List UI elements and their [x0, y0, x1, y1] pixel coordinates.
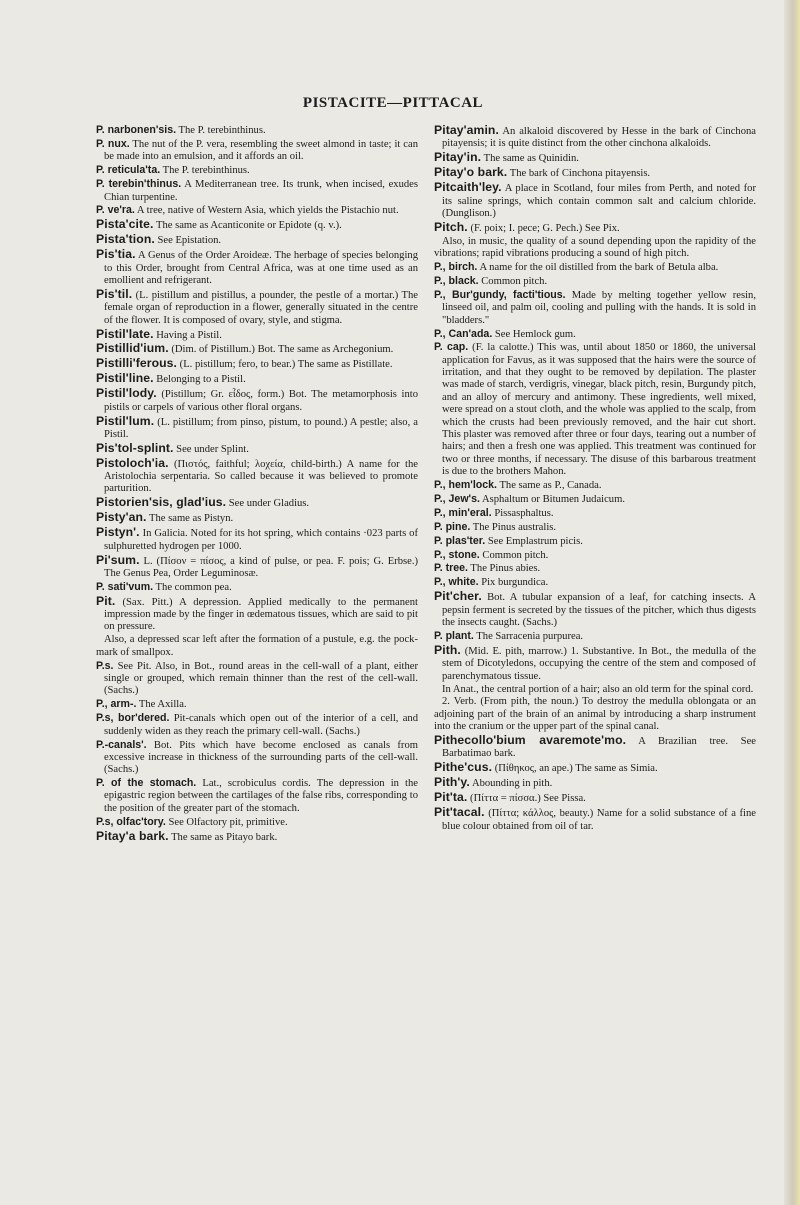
entry-definition: (Pistillum; Gr. εἶδος, form.) Bot. The metamorphosis into pistils or carpels of various other floral organs. [104, 389, 418, 413]
dictionary-entry [434, 221, 756, 235]
dictionary-entry [434, 630, 756, 643]
entry-definition: The Pinus australis. [470, 521, 557, 533]
dictionary-entry [96, 442, 418, 456]
entry-definition: The P. terebinthinus. [176, 125, 266, 136]
dictionary-entry [434, 328, 756, 341]
entry-headword: P. narbonen'sis. [96, 124, 177, 136]
entry-headword: Pitay'o bark. [434, 165, 508, 180]
entry-headword: Pistil'lody. [96, 386, 157, 401]
entry-headword: P., stone. [434, 548, 480, 561]
dictionary-entry [434, 493, 756, 506]
entry-definition: (L. pistillum; from pinso, pistum, to pound.) A pestle; also, a Pistil. [104, 416, 418, 440]
entry-definition: See Olfactory pit, primitive. [165, 816, 288, 828]
entry-headword: Pitay'a bark. [96, 828, 169, 843]
entry-headword: P. plant. [434, 629, 474, 642]
dictionary-entry [96, 739, 418, 777]
entry-definition: Having a Pistil. [153, 329, 222, 341]
entry-headword: P., white. [434, 576, 479, 589]
dictionary-entry [96, 415, 418, 442]
entry-definition: A Genus of the Order Aroideæ. The herbage of species belonging to this Order, brought from Central Africa, was at one time used as an emollient and refrigerant. [104, 250, 418, 286]
entry-headword: P. pine. [434, 520, 471, 533]
dictionary-entry [96, 357, 418, 371]
entry-definition: A name for the oil distilled from the bark of Betula alba. [477, 262, 719, 273]
dictionary-entry [434, 806, 756, 833]
page-edge [784, 0, 800, 1205]
dictionary-entry [96, 660, 418, 698]
dictionary-entry [96, 248, 418, 287]
dictionary-entry [96, 698, 418, 711]
entry-continuation: Also, in music, the quality of a sound depending upon the rapidity of the vibrations; rapid vibrations producing a sound of high pitch. [434, 235, 756, 260]
dictionary-entry [434, 776, 756, 790]
dictionary-entry [434, 507, 756, 520]
entry-definition: The same as Quinidin. [481, 153, 579, 165]
entry-headword: Pista'cite. [96, 217, 154, 232]
entry-headword: P. tree. [434, 562, 468, 575]
entry-definition: (Sax. Pitt.) A depression. Applied medically to the permanent impression made by the finger in œdematous tissues, which are said to pit on pressure. [104, 596, 418, 633]
entry-definition: (L. pistillum; fero, to bear.) The same as Pistillate. [177, 359, 393, 371]
entry-headword: P., min'eral. [434, 506, 492, 519]
dictionary-entry [434, 734, 756, 761]
entry-headword: Pitch. [434, 219, 468, 234]
entry-definition: A place in Scotland, four miles from Perth, and noted for its saline springs, which contain common salt and calcium chloride. (Dunglison.) [442, 183, 756, 219]
dictionary-entry [434, 275, 756, 288]
dictionary-entry [96, 138, 418, 164]
page-title: PISTACITE—PITTACAL [302, 95, 484, 111]
entry-definition: See Emplastrum picis. [485, 535, 583, 547]
dictionary-entry [434, 181, 756, 220]
dictionary-entry [96, 288, 418, 327]
entry-definition: A Mediterranean tree. Its trunk, when incised, exudes Chian turpentine. [104, 179, 418, 203]
entry-headword: Pit'cher. [434, 589, 482, 604]
dictionary-entry [96, 511, 418, 525]
entry-headword: Pistyn'. [96, 525, 140, 540]
dictionary-entry [96, 830, 418, 844]
entry-headword: Pis'til. [96, 286, 133, 301]
entry-headword: Pistil'late. [96, 326, 154, 341]
dictionary-entry [434, 521, 756, 534]
entry-headword: P., birch. [434, 261, 478, 273]
entry-headword: P., arm-. [96, 698, 137, 711]
entry-definition: In Galicia. Noted for its hot spring, which contains ·023 parts of sulphuretted hydrogen per 1000. [104, 528, 418, 552]
entry-headword: P.s. [96, 659, 114, 672]
dictionary-entry [434, 644, 756, 683]
entry-definition: The bark of Cinchona pitayensis. [507, 168, 651, 180]
entry-headword: Pith'y. [434, 775, 470, 790]
dictionary-entry [96, 496, 418, 510]
dictionary-entry [434, 124, 756, 151]
dictionary-entry [434, 289, 756, 327]
entry-headword: Pis'tol-splint. [96, 440, 174, 455]
entry-definition: The same as Acanticonite or Epidote (q. v.). [153, 220, 342, 232]
entry-continuation: 2. Verb. (From pith, the noun.) To destroy the medulla oblongata or an adjoining part of the brain of an animal by introducing a sharp instrument into the cranium or the upper part of the spinal canal. [434, 696, 756, 733]
entry-definition: (Πίττα; κάλλος, beauty.) Name for a solid substance of a fine blue colour obtained from oil of tar. [442, 808, 756, 832]
dictionary-entry [96, 164, 418, 177]
entry-headword: Pisty'an. [96, 510, 147, 525]
dictionary-entry [96, 581, 418, 594]
dictionary-entry [96, 526, 418, 553]
entry-definition: See Pit. Also, in Bot., round areas in the cell-wall of a plant, either single or grouped, which remain thinner than the rest of the cell-wall. (Sachs.) [104, 660, 418, 697]
entry-definition: The nut of the P. vera, resembling the sweet almond in taste; it can be made into an emulsion, and it affords an oil. [104, 138, 418, 163]
entry-headword: P., Jew's. [434, 492, 480, 505]
entry-headword: P. of the stomach. [96, 777, 197, 790]
right-column [434, 124, 756, 1194]
entry-definition: The Pinus abies. [467, 563, 541, 575]
entry-definition: L. (Πίσον = πίσος, a kind of pulse, or pea. F. pois; G. Erbse.) The Genus Pea, Order Leguminosæ. [104, 555, 418, 579]
dictionary-columns [96, 124, 756, 1194]
entry-headword: Pithe'cus. [434, 760, 493, 775]
dictionary-entry [434, 761, 756, 775]
entry-headword: Pistil'lum. [96, 413, 155, 428]
entry-headword: Pithecollo'bium avaremote'mo. [434, 733, 627, 748]
entry-headword: Pistorien'sis, glad'ius. [96, 495, 227, 510]
dictionary-entry [96, 124, 418, 137]
entry-definition: The same as Pistyn. [146, 513, 234, 525]
entry-definition: (Mid. E. pith, marrow.) 1. Substantive. In Bot., the medulla of the stem of Dicotyledons, occupying the centre of the stem and composed of parenchymatous tissue. [442, 645, 756, 682]
dictionary-entry [434, 341, 756, 478]
entry-headword: P. plas'ter. [434, 534, 486, 547]
dictionary-entry [96, 204, 418, 217]
dictionary-entry [96, 178, 418, 204]
entry-headword: Pit'ta. [434, 790, 468, 805]
entry-headword: P., Can'ada. [434, 327, 493, 340]
entry-definition: Made by melting together yellow resin, linseed oil, and palm oil, cooling and pulling with the hands. It is sold in "bladders." [442, 289, 756, 326]
entry-headword: Pitay'in. [434, 150, 482, 165]
entry-definition: An alkaloid discovered by Hesse in the bark of Cinchona pitayensis; it is quite distinct from the other cinchona alkaloids. [442, 126, 756, 150]
dictionary-entry [434, 549, 756, 562]
dictionary-entry [434, 261, 756, 274]
entry-headword: Pis'tia. [96, 247, 136, 262]
entry-definition: See under Splint. [173, 443, 249, 455]
dictionary-entry [96, 712, 418, 738]
entry-headword: Pitay'amin. [434, 124, 499, 137]
dictionary-entry [96, 595, 418, 634]
entry-definition: Pix burgundica. [478, 577, 549, 589]
entry-continuation: Also, a depressed scar left after the formation of a pustule, e.g. the pock-mark of smallpox. [96, 634, 418, 658]
entry-headword: Pit'tacal. [434, 805, 485, 820]
entry-headword: Pit. [96, 593, 116, 608]
entry-headword: P. nux. [96, 137, 130, 150]
dictionary-entry [434, 535, 756, 548]
dictionary-entry [434, 562, 756, 575]
dictionary-entry [96, 387, 418, 414]
dictionary-entry [434, 479, 756, 492]
entry-headword: P.-canals'. [96, 738, 147, 751]
entry-headword: Pitcaith'ley. [434, 180, 502, 195]
entry-headword: P. ve'ra. [96, 204, 135, 217]
entry-definition: See Hemlock gum. [492, 328, 576, 340]
entry-definition: The same as P., Canada. [496, 479, 602, 491]
entry-definition: (L. pistillum and pistillus, a pounder, the pestle of a mortar.) The female organ of reproduction in a flower, generally situated in the centre of the flower. It is composed of ovary, style, and stigma. [104, 289, 418, 326]
entry-headword: Pith. [434, 642, 461, 657]
dictionary-entry [434, 590, 756, 629]
dictionary-entry [96, 342, 418, 356]
entry-definition: See Epistation. [154, 235, 222, 247]
dictionary-entry [96, 328, 418, 342]
entry-definition: A tree, native of Western Asia, which yields the Pistachio nut. [134, 205, 399, 217]
dictionary-entry [434, 166, 756, 180]
entry-definition: Common pitch. [479, 549, 549, 561]
entry-definition: The common pea. [153, 581, 232, 593]
entry-definition: Common pitch. [478, 275, 548, 287]
left-column [96, 124, 418, 1194]
entry-definition: Bot. Pits which have become enclosed as canals from excessive increase in thickness of the surrounding parts of the cell-wall. (Sachs.) [104, 739, 418, 776]
entry-headword: P., black. [434, 274, 479, 287]
dictionary-entry [434, 151, 756, 165]
entry-headword: P. sati'vum. [96, 580, 154, 593]
entry-definition: Pissasphaltus. [491, 507, 554, 519]
entry-definition: (F. la calotte.) This was, until about 1850 or 1860, the universal application for Favus, as it was supposed that the hairs were the source of irritation, and that they ought to be removed by depilation. The plaster was made of starch, verdigris, vinegar, black pitch, resin, Burgundy pitch, and an alloy of mercury and antimony. These ingredients, well mixed, were spread on a stout cloth, and the whole was applied to the scalp, from which the crusts had been previously removed, and the hair cut short. This plaster was removed after three or four days, tearing out a number of hairs; and then a fresh one was applied. This treatment was continued for two or three months, if necessary. The disuse of this barbarous treatment is due to the brothers Mahon. [442, 342, 756, 477]
entry-definition: See under Gladius. [226, 498, 310, 510]
entry-continuation: In Anat., the central portion of a hair; also an old term for the spinal cord. [442, 683, 754, 695]
dictionary-entry [96, 372, 418, 386]
entry-definition: Belonging to a Pistil. [153, 374, 246, 386]
entry-definition: Lat., scrobiculus cordis. The depression in the epigastric region between the cartilages of the false ribs, corresponding to the position of the greater part of the stomach. [104, 778, 418, 814]
entry-definition: (F. poix; I. pece; G. Pech.) See Pix. [467, 222, 620, 234]
entry-headword: Pistil'line. [96, 371, 154, 386]
entry-headword: P. terebin'thinus. [96, 178, 182, 191]
entry-definition: (Πίθηκος, an ape.) The same as Simia. [492, 763, 658, 775]
entry-headword: Pistillid'ium. [96, 341, 169, 356]
entry-headword: Pistoloch'ia. [96, 455, 169, 470]
entry-definition: The P. terebinthinus. [160, 165, 250, 177]
entry-headword: Pista'tion. [96, 232, 155, 247]
dictionary-entry [96, 457, 418, 496]
entry-headword: Pi'sum. [96, 552, 140, 567]
entry-definition: Abounding in pith. [469, 778, 553, 790]
entry-definition: The Sarracenia purpurea. [473, 630, 584, 642]
dictionary-entry [96, 777, 418, 815]
entry-headword: P. reticula'ta. [96, 164, 161, 177]
entry-headword: Pistilli'ferous. [96, 356, 178, 371]
entry-definition: The same as Pitayo bark. [168, 831, 278, 843]
dictionary-entry [96, 218, 418, 232]
dictionary-entry [96, 233, 418, 247]
entry-headword: P., hem'lock. [434, 478, 497, 491]
entry-headword: P.s, bor'dered. [96, 712, 170, 725]
entry-definition: The Axilla. [136, 699, 187, 711]
dictionary-entry [434, 576, 756, 589]
entry-definition: Bot. A tubular expansion of a leaf, for catching insects. A pepsin ferment is secreted by the tissues of the pitcher, which thus digests the insects caught. (Sachs.) [442, 592, 756, 628]
entry-headword: P., Bur'gundy, facti'tious. [434, 288, 566, 301]
entry-headword: P.s, olfac'tory. [96, 815, 166, 828]
entry-definition: Pit-canals which open out of the interior of a cell, and suddenly widen as they reach the primary cell-wall. (Sachs.) [104, 713, 418, 737]
entry-definition: A Brazilian tree. See Barbatimao bark. [442, 736, 756, 760]
dictionary-entry [96, 554, 418, 581]
dictionary-entry [96, 816, 418, 829]
entry-definition: (Πιστός, faithful; λοχεία, child-birth.) A name for the Aristolochia serpentaria. So called because it was believed to promote parturition. [104, 458, 418, 495]
entry-definition: Asphaltum or Bitumen Judaicum. [479, 493, 625, 505]
entry-definition: (Dim. of Pistillum.) Bot. The same as Archegonium. [168, 344, 394, 356]
entry-definition: (Πίττα = πίσσα.) See Pissa. [467, 793, 586, 805]
dictionary-entry [434, 791, 756, 805]
entry-headword: P. cap. [434, 341, 469, 354]
